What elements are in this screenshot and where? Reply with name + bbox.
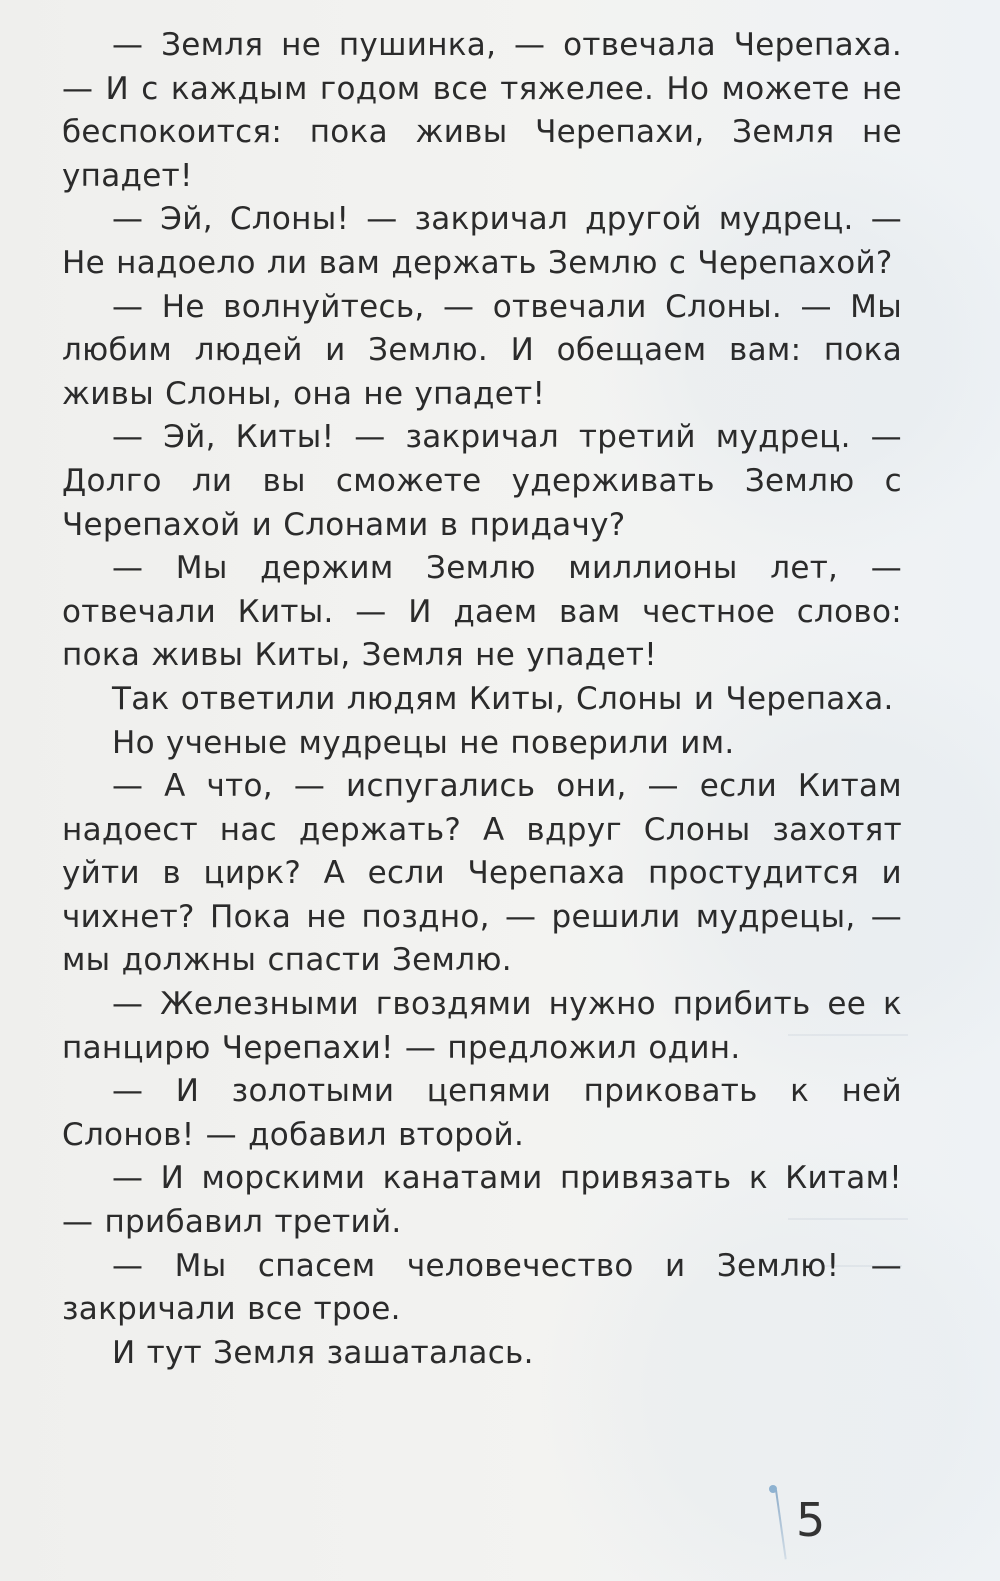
paragraph-8: — А что, — испугались они, — если Китам надоест нас держать? А вдруг Слоны захотят уйти в цирк? А если Черепаха простудится и чихнет? Пока не поздно, — решили мудрецы, — мы должны спасти Землю.: [62, 768, 902, 979]
page-text: [62, 24, 902, 1375]
paragraph-6: Так ответили людям Киты, Слоны и Черепаха.: [112, 680, 894, 717]
paragraph-7: Но ученые мудрецы не поверили им.: [112, 724, 735, 761]
paragraph-1: — Земля не пушинка, — отвечала Черепаха. — И с каждым годом все тяжелее. Но можете не беспокоится: пока живы Черепахи, Земля не упадет!: [62, 27, 902, 194]
paragraph-11: — И морскими канатами привязать к Китам! — прибавил третий.: [62, 1160, 902, 1241]
paragraph-13: И тут Земля зашаталась.: [112, 1334, 534, 1371]
paragraph-2: — Эй, Слоны! — закричал другой мудрец. — Не надоело ли вам держать Землю с Черепахой?: [62, 201, 902, 281]
paragraph-3: — Не волнуйтесь, — отвечали Слоны. — Мы любим людей и Землю. И обещаем вам: пока живы Слоны, она не упадет!: [62, 288, 902, 412]
paragraph-9: — Железными гвоздями нужно прибить ее к панцирю Черепахи! — предложил один.: [62, 986, 902, 1066]
page-number: 5: [796, 1493, 826, 1547]
paragraph-10: — И золотыми цепями приковать к ней Слонов! — добавил второй.: [62, 1073, 902, 1153]
paragraph-4: — Эй, Киты! — закричал третий мудрец. — Долго ли вы сможете удерживать Землю с Черепахой и Слонами в придачу?: [62, 419, 902, 543]
page-number-tick-mark: [775, 1490, 787, 1560]
page-number-dot-mark: [769, 1485, 777, 1493]
paragraph-12: — Мы спасем человечество и Землю! — закричали все трое.: [62, 1247, 902, 1328]
paragraph-5: — Мы держим Землю миллионы лет, — отвечали Киты. — И даем вам честное слово: пока живы Киты, Земля не упадет!: [62, 550, 902, 674]
